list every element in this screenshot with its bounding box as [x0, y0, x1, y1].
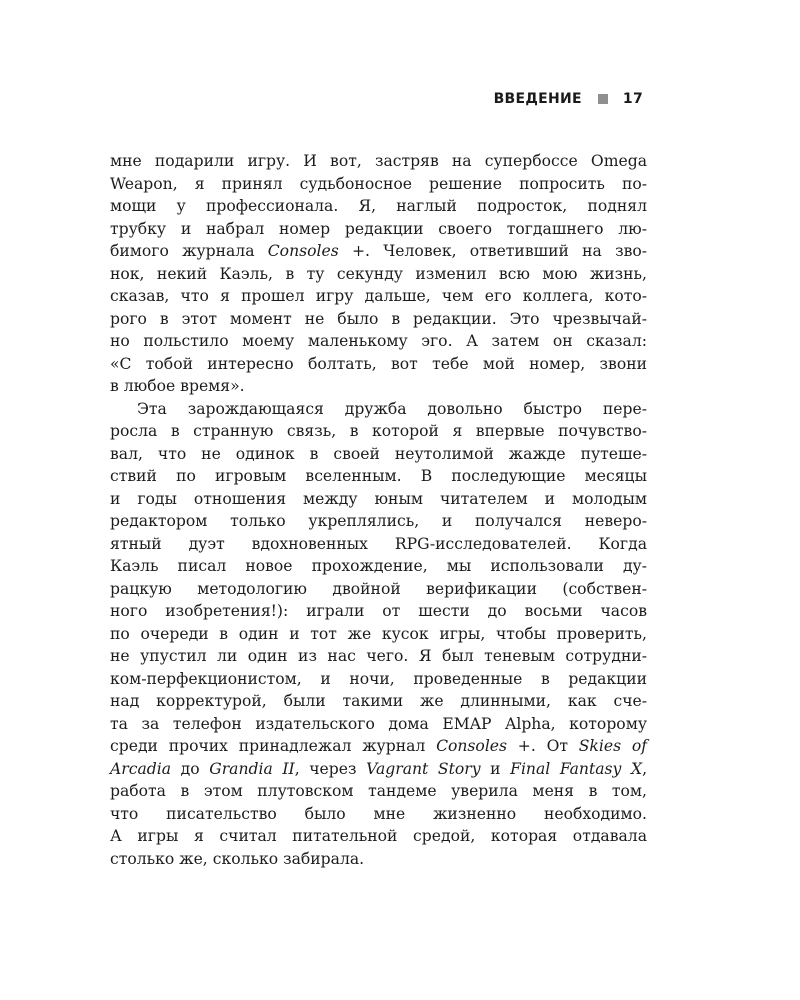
italic-title: Consoles + — [436, 737, 531, 755]
text-run: мне подарили игру. И вот, застряв на супербоссе Omega — [110, 152, 647, 170]
text-run: ного изобретения!): играли от шести до восьми часов — [110, 602, 647, 620]
text-line — [110, 848, 647, 871]
section-title: ВВЕДЕНИЕ — [493, 91, 582, 107]
text-run: сказав, что я прошел игру дальше, чем его коллега, кото- — [110, 287, 647, 305]
square-marker-icon — [598, 94, 608, 104]
text-run: вал, что не одинок в своей неутолимой жажде путеше- — [110, 444, 647, 463]
italic-title: Arcadia — [110, 759, 172, 778]
text-line — [110, 758, 647, 781]
text-run: Эта зарождающаяся дружба довольно быстро пере- — [137, 399, 647, 418]
text-line — [110, 240, 647, 263]
text-line — [110, 825, 647, 848]
text-run: та за телефон издательского дома EMAP Alpha, которому — [110, 714, 647, 733]
text-line — [110, 263, 647, 286]
text-line — [110, 375, 647, 398]
text-line — [110, 353, 647, 376]
text-run: трубку и набрал номер редакции своего тогдашнего лю- — [110, 219, 647, 238]
text-line — [110, 330, 647, 353]
text-run: но польстило моему маленькому эго. А затем он сказал: — [110, 332, 647, 350]
text-run: бимого журнала — [110, 242, 268, 260]
paragraph — [110, 150, 647, 398]
text-line — [110, 195, 647, 218]
text-line — [110, 735, 647, 758]
body-text — [110, 150, 647, 870]
text-run: . От — [530, 737, 579, 755]
text-run: что писательство было мне жизненно необходимо. — [110, 804, 647, 823]
italic-title: Grandia II — [209, 759, 295, 778]
text-run: . Человек, ответивший на зво- — [365, 242, 648, 260]
italic-title: Vagrant Story — [366, 759, 481, 778]
text-line — [110, 803, 647, 826]
paragraph — [110, 398, 647, 871]
text-run: работа в этом плутовском тандеме уверила меня в том, — [110, 782, 647, 800]
text-run: ятный дуэт вдохновенных RPG-исследователей. Когда — [110, 534, 647, 553]
text-line — [110, 555, 647, 578]
text-run: не упустил ли один из нас чего. Я был теневым сотрудни- — [110, 647, 647, 665]
text-line — [110, 488, 647, 511]
text-line — [110, 600, 647, 623]
text-run: над корректурой, были такими же длинными, как сче- — [110, 692, 647, 710]
text-run: и годы отношения между юным читателем и молодым — [110, 489, 647, 508]
text-line — [110, 398, 647, 421]
text-run: ком-перфекционистом, и ночи, проведенные в редакции — [110, 669, 647, 688]
text-line — [110, 713, 647, 736]
text-line — [110, 420, 647, 443]
text-line — [110, 510, 647, 533]
text-run: рацкую методологию двойной верификации (собствен- — [110, 579, 647, 598]
text-line — [110, 690, 647, 713]
page-number: 17 — [622, 91, 643, 107]
text-line — [110, 465, 647, 488]
text-run: нок, некий Каэль, в ту секунду изменил всю мою жизнь, — [110, 264, 647, 283]
text-line — [110, 218, 647, 241]
text-run: среди прочих принадлежал журнал — [110, 737, 437, 755]
text-line — [110, 173, 647, 196]
text-run: «С тобой интересно болтать, вот тебе мой номер, звони — [110, 354, 647, 373]
text-run: Каэль писал новое прохождение, мы использовали ду- — [110, 557, 647, 575]
text-run: , через — [294, 759, 367, 778]
text-line — [110, 578, 647, 601]
italic-title: Consoles + — [267, 242, 366, 260]
running-head — [494, 91, 643, 107]
text-run: и — [480, 759, 511, 778]
italic-title: Skies of — [578, 737, 647, 755]
text-run: редактором только укреплялись, и получался неверо- — [110, 512, 647, 530]
text-line — [110, 645, 647, 668]
text-run: А игры я считал питательной средой, которая отдавала — [110, 827, 647, 845]
text-line — [110, 308, 647, 331]
text-run: в любое время». — [110, 377, 245, 395]
text-line — [110, 533, 647, 556]
italic-title: Final Fantasy X — [510, 759, 643, 778]
text-line — [110, 623, 647, 646]
text-run: росла в странную связь, в которой я впервые почувство- — [110, 422, 647, 440]
text-line — [110, 780, 647, 803]
text-run: , — [642, 759, 648, 778]
text-run: Weapon, я принял судьбоносное решение попросить по- — [110, 174, 647, 193]
text-run: до — [171, 759, 210, 778]
text-line — [110, 668, 647, 691]
text-run: ствий по игровым вселенным. В последующие месяцы — [110, 467, 647, 485]
text-run: мощи у профессионала. Я, наглый подросток, поднял — [110, 197, 647, 215]
text-run: рого в этот момент не было в редакции. Это чрезвычай- — [110, 309, 647, 328]
text-run: столько же, сколько забирала. — [110, 849, 365, 868]
text-run: по очереди в один и тот же кусок игры, чтобы проверить, — [110, 624, 647, 643]
text-line — [110, 150, 647, 173]
text-line — [110, 443, 647, 466]
text-line — [110, 285, 647, 308]
